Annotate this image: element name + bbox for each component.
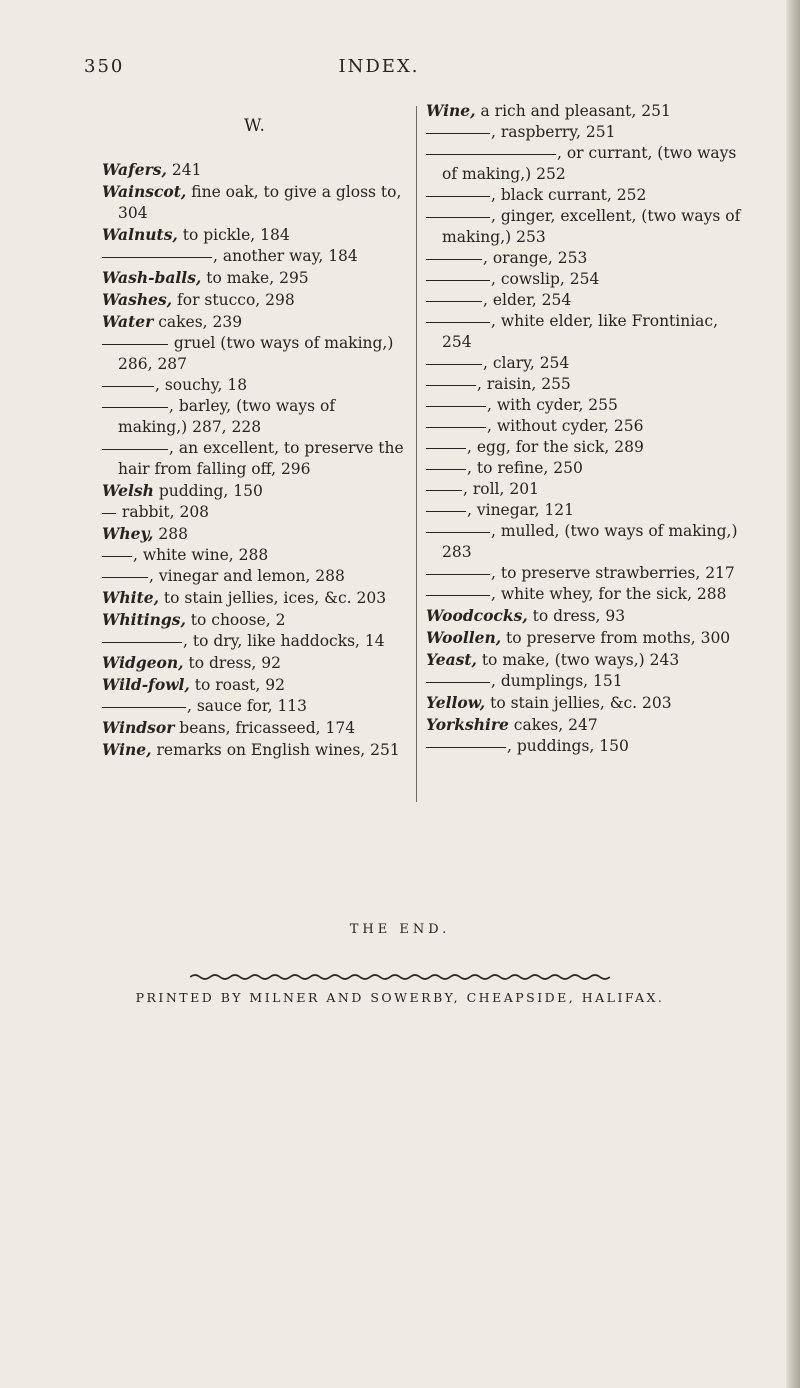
ditto-dash: [426, 595, 490, 596]
index-entry: [102, 480, 408, 502]
entry-text: , to refine, 250: [467, 459, 583, 477]
ditto-dash: [426, 217, 490, 218]
entry-text: , vinegar, 121: [467, 501, 575, 519]
ditto-dash: [426, 301, 482, 302]
entry-heading: Yeast,: [426, 650, 477, 669]
entry-text: to dress, 93: [527, 607, 626, 625]
ditto-dash: [426, 196, 490, 197]
index-entry: [102, 674, 408, 696]
index-column-left: [102, 100, 408, 761]
entry-text: , orange, 253: [483, 249, 588, 267]
entry-text: , raspberry, 251: [491, 123, 616, 141]
index-entry: [426, 416, 742, 437]
index-entry: [102, 631, 408, 652]
ditto-dash: [102, 707, 186, 708]
column-divider: [416, 106, 417, 802]
index-entry: [426, 500, 742, 521]
ditto-dash: [426, 385, 476, 386]
ditto-dash: [426, 490, 462, 491]
index-entry: [102, 311, 408, 333]
ditto-dash: [426, 154, 556, 155]
index-entry: [102, 333, 408, 375]
entry-text: to choose, 2: [185, 611, 286, 629]
index-entry: [426, 649, 742, 671]
ditto-dash: [426, 448, 466, 449]
entry-text: gruel (two ways of making,) 286, 287: [118, 334, 394, 373]
index-entry: [102, 396, 408, 438]
ditto-dash: [426, 133, 490, 134]
index-entry: [426, 714, 742, 736]
running-title: INDEX.: [338, 56, 420, 77]
entry-heading: Windsor: [102, 718, 175, 737]
entry-text: to make, (two ways,) 243: [476, 651, 680, 669]
entry-text: , elder, 254: [483, 291, 572, 309]
entry-text: 288: [153, 525, 188, 543]
index-entry: [102, 246, 408, 267]
entry-heading: Whey,: [102, 524, 154, 543]
index-entry: [102, 159, 408, 181]
entry-text: , to dry, like haddocks, 14: [183, 632, 385, 650]
index-entry: [426, 605, 742, 627]
index-entry: [426, 584, 742, 605]
entry-text: , white wine, 288: [133, 546, 269, 564]
ditto-dash: [426, 469, 466, 470]
index-entry: [102, 696, 408, 717]
entry-text: , another way, 184: [213, 247, 358, 265]
index-entry: [426, 479, 742, 500]
ditto-dash: [426, 364, 482, 365]
page-number: 350: [84, 56, 125, 77]
ditto-dash: [426, 747, 506, 748]
index-entry: [426, 248, 742, 269]
entry-text: , dumplings, 151: [491, 672, 623, 690]
index-entry: [426, 437, 742, 458]
index-entry: [102, 438, 408, 480]
ditto-dash: [426, 259, 482, 260]
entry-text: , an excellent, to preserve the hair from falling off, 296: [118, 439, 404, 478]
entry-text: , mulled, (two ways of making,) 283: [442, 522, 738, 561]
entry-heading: Water: [102, 312, 154, 331]
index-entry: [426, 206, 742, 248]
entry-text: , barley, (two ways of making,) 287, 228: [118, 397, 336, 436]
entry-text: , sauce for, 113: [187, 697, 308, 715]
index-entry: [102, 652, 408, 674]
index-entry: [102, 566, 408, 587]
entry-text: cakes, 247: [508, 716, 598, 734]
entry-text: , white whey, for the sick, 288: [491, 585, 727, 603]
end-marker: THE END.: [349, 922, 451, 937]
index-entry: [102, 375, 408, 396]
ditto-dash: [102, 449, 168, 450]
entry-heading: Walnuts,: [102, 225, 178, 244]
entry-text: , without cyder, 256: [487, 417, 644, 435]
entry-text: , egg, for the sick, 289: [467, 438, 644, 456]
entry-text: to stain jellies, ices, &c. 203: [158, 589, 387, 607]
entry-text: , raisin, 255: [477, 375, 571, 393]
entry-text: to make, 295: [201, 269, 309, 287]
entry-text: for stucco, 298: [172, 291, 295, 309]
entry-text: , white elder, like Frontiniac, 254: [442, 312, 719, 351]
index-entry: [426, 692, 742, 714]
index-entry: [102, 267, 408, 289]
index-entry: [426, 627, 742, 649]
entry-heading: Welsh: [102, 481, 154, 500]
index-entry: [102, 609, 408, 631]
index-entry: [426, 521, 742, 563]
entry-text: , cowslip, 254: [491, 270, 600, 288]
entry-heading: Widgeon,: [102, 653, 184, 672]
entry-text: , black currant, 252: [491, 186, 647, 204]
ditto-dash: [426, 427, 486, 428]
index-entry: [102, 181, 408, 224]
entry-text: to dress, 92: [183, 654, 281, 672]
entry-text: 241: [166, 161, 202, 179]
index-column-right: [426, 100, 742, 757]
index-entry: [426, 143, 742, 185]
ditto-dash: [426, 532, 490, 533]
entry-heading: White,: [102, 588, 159, 607]
ditto-dash: [102, 577, 148, 578]
ditto-dash: [426, 280, 490, 281]
entry-text: , or currant, (two ways of making,) 252: [442, 144, 737, 183]
index-entry: [426, 100, 742, 122]
entry-heading: Yellow,: [426, 693, 486, 712]
entry-text: pudding, 150: [153, 482, 263, 500]
entry-text: , roll, 201: [463, 480, 539, 498]
entry-text: beans, fricasseed, 174: [174, 719, 356, 737]
ditto-dash: [102, 513, 116, 514]
right-entry-list: [426, 100, 742, 757]
index-entry: [102, 224, 408, 246]
ditto-dash: [426, 574, 490, 575]
index-entry: [426, 736, 742, 757]
decorative-rule: [190, 972, 610, 982]
index-entry: [102, 545, 408, 566]
entry-text: to preserve from moths, 300: [501, 629, 731, 647]
printer-imprint: PRINTED BY MILNER AND SOWERBY, CHEAPSIDE, HALIFAX.: [135, 990, 665, 1005]
entry-text: to stain jellies, &c. 203: [485, 694, 672, 712]
left-entry-list: [102, 159, 408, 761]
ditto-dash: [426, 511, 466, 512]
entry-text: fine oak, to give a gloss to, 304: [118, 183, 402, 222]
ditto-dash: [102, 344, 168, 345]
entry-heading: Yorkshire: [426, 715, 509, 734]
index-entry: [426, 458, 742, 479]
index-entry: [426, 395, 742, 416]
index-entry: [426, 671, 742, 692]
entry-heading: Woollen,: [426, 628, 502, 647]
entry-text: a rich and pleasant, 251: [475, 102, 671, 120]
ditto-dash: [102, 642, 182, 643]
entry-text: , ginger, excellent, (two ways of making,) 253: [442, 207, 741, 246]
index-entry: [426, 353, 742, 374]
index-entry: [102, 587, 408, 609]
section-letter: W.: [244, 116, 266, 136]
ditto-dash: [426, 682, 490, 683]
entry-text: , clary, 254: [483, 354, 570, 372]
entry-heading: Washes,: [102, 290, 173, 309]
entry-heading: Wafers,: [102, 160, 167, 179]
index-entry: [102, 717, 408, 739]
ditto-dash: [102, 407, 168, 408]
index-entry: [102, 523, 408, 545]
entry-text: , with cyder, 255: [487, 396, 618, 414]
index-entry: [102, 739, 408, 761]
entry-heading: Wine,: [426, 101, 476, 120]
ditto-dash: [102, 556, 132, 557]
ditto-dash: [102, 386, 154, 387]
entry-text: , souchy, 18: [155, 376, 248, 394]
index-entry: [426, 185, 742, 206]
ditto-dash: [102, 257, 212, 258]
ditto-dash: [426, 406, 486, 407]
index-entry: [426, 269, 742, 290]
index-entry: [426, 290, 742, 311]
page-edge-shadow: [786, 0, 800, 1388]
entry-heading: Whitings,: [102, 610, 186, 629]
index-entry: [426, 563, 742, 584]
entry-text: to roast, 92: [189, 676, 285, 694]
entry-text: rabbit, 208: [117, 503, 210, 521]
ditto-dash: [426, 322, 490, 323]
entry-text: to pickle, 184: [177, 226, 290, 244]
index-entry: [102, 502, 408, 523]
page-header: [84, 56, 674, 86]
index-entry: [426, 374, 742, 395]
entry-heading: Wild-fowl,: [102, 675, 190, 694]
entry-heading: Wash-balls,: [102, 268, 202, 287]
index-entry: [426, 311, 742, 353]
entry-text: , puddings, 150: [507, 737, 629, 755]
entry-text: , to preserve strawberries, 217: [491, 564, 735, 582]
index-entry: [426, 122, 742, 143]
entry-text: cakes, 239: [153, 313, 243, 331]
entry-heading: Wainscot,: [102, 182, 187, 201]
entry-heading: Wine,: [102, 740, 152, 759]
entry-heading: Woodcocks,: [426, 606, 528, 625]
index-entry: [102, 289, 408, 311]
entry-text: remarks on English wines, 251: [151, 741, 400, 759]
entry-text: , vinegar and lemon, 288: [149, 567, 345, 585]
